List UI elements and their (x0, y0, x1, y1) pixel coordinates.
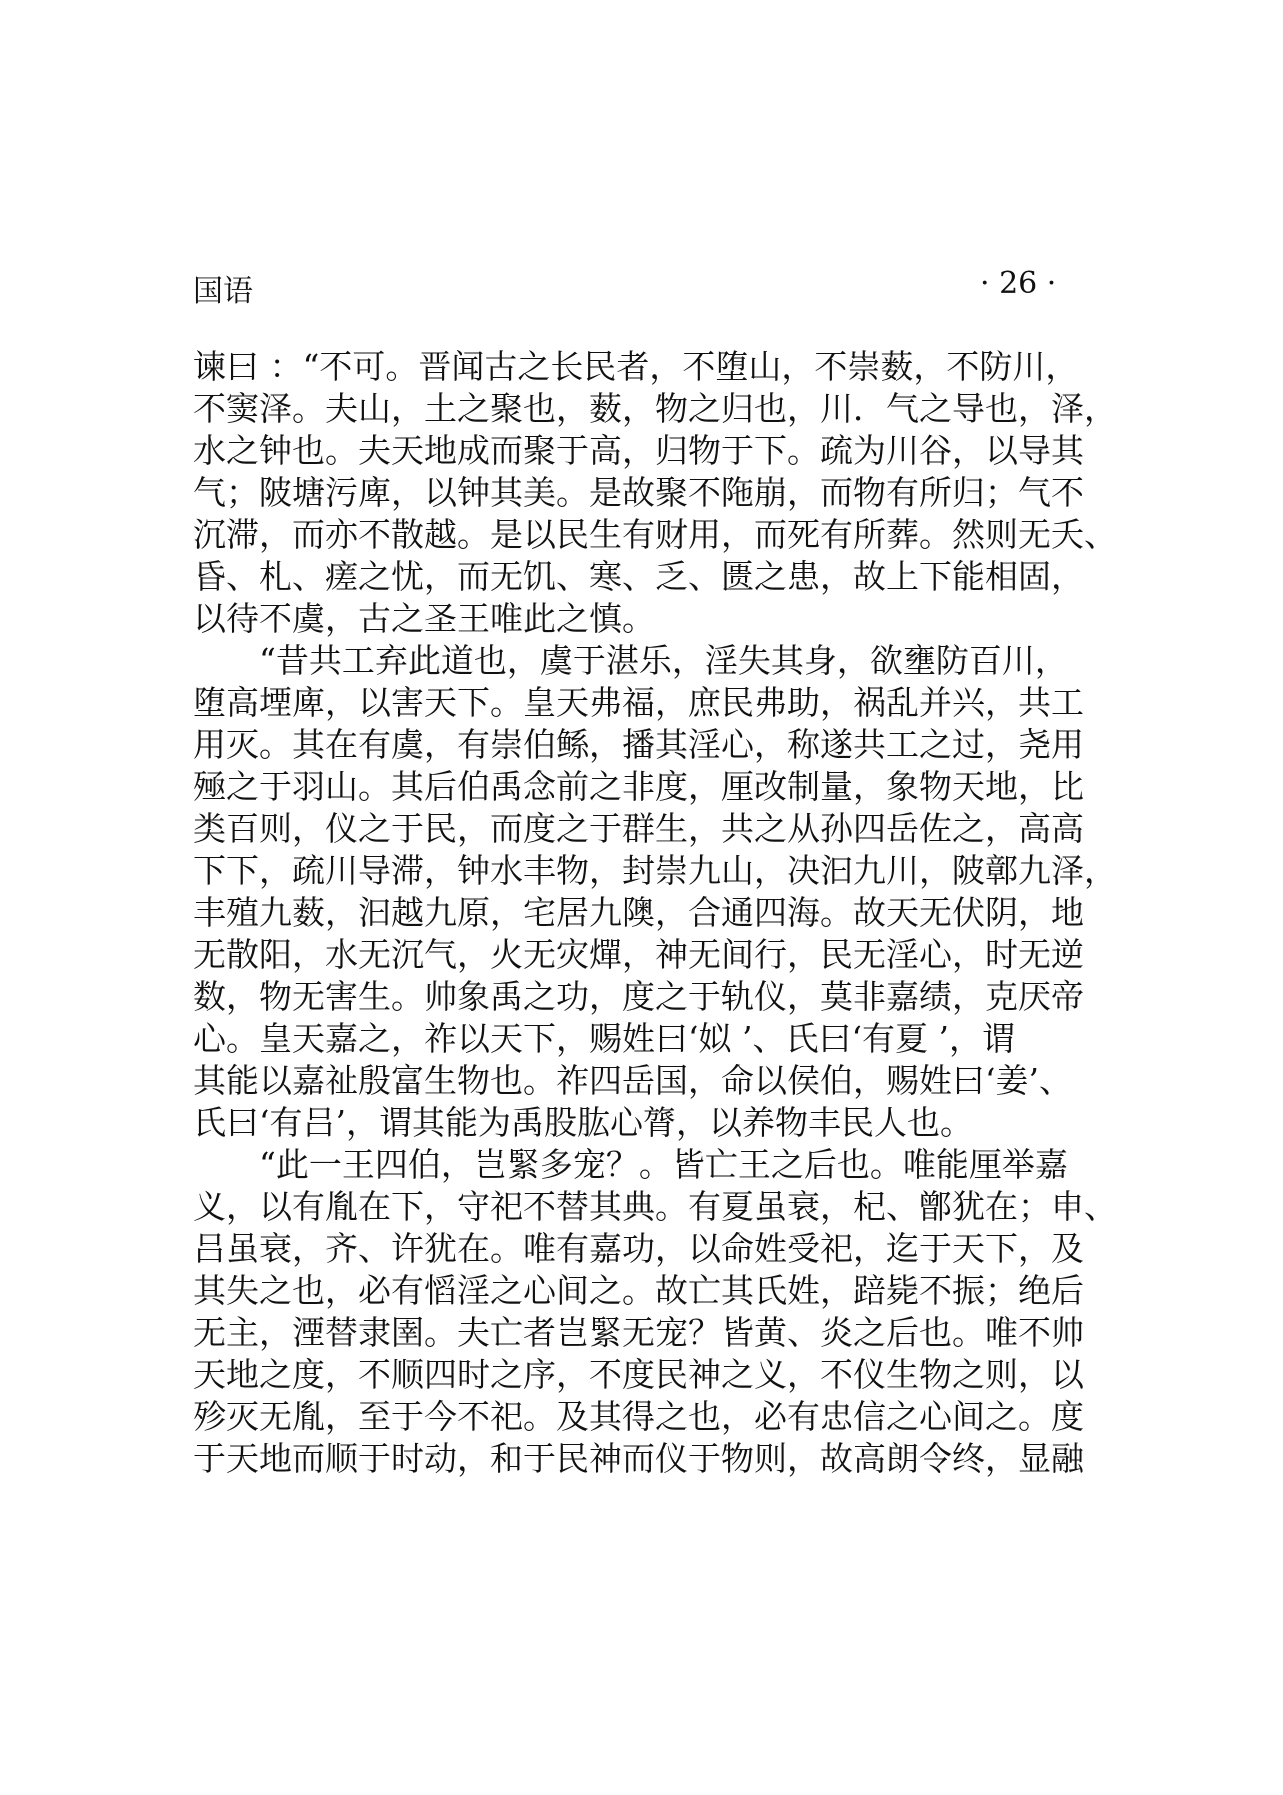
text-line: 类百则，仪之于民，而度之于群生，共之从孙四岳佐之，高高 (193, 809, 1084, 848)
text-line: 堕高堙庳，以害天下。皇天弗福，庶民弗助，祸乱并兴，共工 (193, 683, 1084, 722)
text-line: 义，以有胤在下，守祀不替其典。有夏虽衰，杞、鄫犹在；申、 (193, 1187, 1117, 1226)
text-line: 水之钟也。夫天地成而聚于高，归物于下。疏为川谷，以导其 (193, 431, 1084, 470)
page-number: · 26 · (980, 266, 1057, 301)
text-line: 不窦泽。夫山，土之聚也，薮，物之归也，川．气之导也，泽， (193, 389, 1117, 428)
text-line: 用灭。其在有虞，有崇伯鲧，播其淫心，称遂共工之过，尧用 (193, 725, 1084, 764)
text-line: 气；陂塘污庳，以钟其美。是故聚不陁崩，而物有所归；气不 (193, 473, 1084, 512)
text-line: 天地之度，不顺四时之序，不度民神之义，不仪生物之则，以 (193, 1355, 1084, 1394)
paragraph-first-line: “此一王四伯，岂緊多宠？。皆亡王之后也。唯能厘举嘉 (259, 1145, 1068, 1184)
text-line: 下下，疏川导滞，钟水丰物，封崇九山，决汩九川，陂鄣九泽， (193, 851, 1117, 890)
text-line: 无主，湮替隶圉。夫亡者岂緊无宠？皆黄、炎之后也。唯不帅 (193, 1313, 1084, 1352)
text-line: 于天地而顺于时动，和于民神而仪于物则，故高朗令终，显融 (193, 1439, 1084, 1478)
running-title: 国语 (193, 274, 253, 309)
text-line: 以待不虞，古之圣王唯此之慎。 (193, 599, 655, 638)
text-line: 殄灭无胤，至于今不祀。及其得之也，必有忠信之心间之。度 (193, 1397, 1084, 1436)
body-text (193, 346, 1117, 1480)
text-line: 其能以嘉祉殷富生物也。祚四岳国，命以侯伯，赐姓曰‘姜’、 (193, 1061, 1072, 1100)
text-line: 殛之于羽山。其后伯禹念前之非度，厘改制量，象物天地，比 (193, 767, 1084, 806)
text-line: 其失之也，必有慆淫之心间之。故亡其氏姓，踣毙不振；绝后 (193, 1271, 1084, 1310)
text-line: 吕虽衰，齐、许犹在。唯有嘉功，以命姓受祀，迄于天下，及 (193, 1229, 1084, 1268)
text-line: 昏、札、瘥之忧，而无饥、寒、乏、匮之患，故上下能相固， (193, 557, 1084, 596)
text-line: 沉滞，而亦不散越。是以民生有财用，而死有所葬。然则无夭、 (193, 515, 1117, 554)
paragraph-first-line: “昔共工弃此道也，虞于湛乐，淫失其身，欲壅防百川， (259, 641, 1068, 680)
text-line: 丰殖九薮，汩越九原，宅居九隩，合通四海。故天无伏阴，地 (193, 893, 1084, 932)
text-line: 数，物无害生。帅象禹之功，度之于轨仪，莫非嘉绩，克厌帝 (193, 977, 1084, 1016)
text-line: 氏曰‘有吕’，谓其能为禹股肱心膂，以养物丰民人也。 (193, 1103, 973, 1142)
text-line: 无散阳，水无沉气，火无灾燀，神无间行，民无淫心，时无逆 (193, 935, 1084, 974)
text-line: 谏曰 ：“不可。晋闻古之长民者，不堕山，不崇薮，不防川， (193, 347, 1079, 386)
text-line: 心。皇天嘉之，祚以天下，赐姓曰‘姒 ’、氏曰‘有夏 ’，谓 (193, 1019, 1015, 1058)
